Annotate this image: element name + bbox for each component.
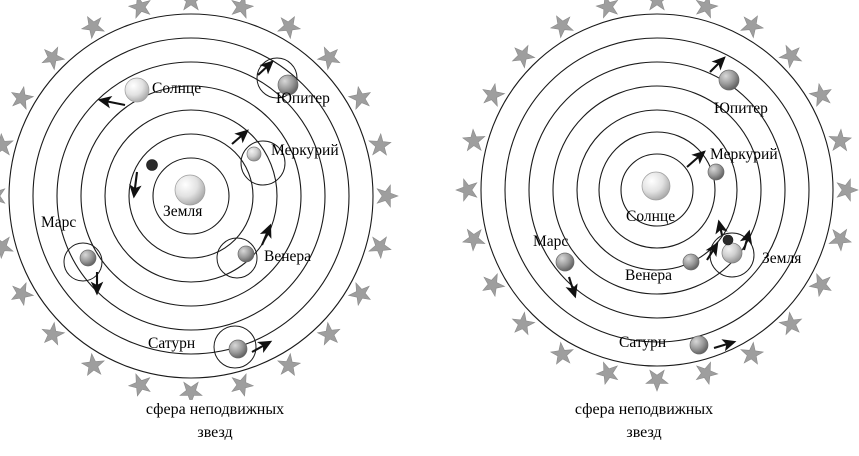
caption-left-line-1: сфера неподвижных [145, 401, 285, 418]
label-saturn: Сатурн [148, 335, 196, 352]
body-earth-center [175, 175, 205, 205]
label-venus: Венера [264, 248, 312, 265]
caption-right-line-2: звезд [626, 424, 662, 442]
body-earth [722, 243, 742, 263]
body-sun [125, 78, 149, 102]
label-jupiter: Юпитер [276, 90, 330, 107]
arrow-mercury [232, 131, 247, 144]
body-venus [238, 246, 254, 262]
body-mercury [247, 147, 261, 161]
body-sun-center [642, 172, 670, 200]
diagram-heliocentric [429, 0, 859, 456]
caption-left-line-2: звезд [197, 424, 233, 442]
body-jupiter [719, 70, 739, 90]
body-mars [80, 250, 96, 266]
label-mars: Марс [41, 214, 77, 231]
arrow-saturn [252, 342, 270, 352]
label-sun: Солнце [626, 208, 676, 225]
body-saturn [690, 336, 708, 354]
arrow-venus [262, 226, 270, 245]
caption-right [429, 398, 859, 444]
body-moon [723, 235, 733, 245]
body-moon [147, 160, 158, 171]
label-mercury: Меркурий [271, 142, 339, 159]
arrow-moon [134, 172, 137, 196]
body-mars [556, 253, 574, 271]
label-venus: Венера [625, 267, 673, 284]
label-saturn: Сатурн [619, 334, 667, 351]
label-earth: Земля [163, 203, 203, 220]
label-mars: Марс [533, 233, 569, 250]
arrow-jupiter [710, 58, 724, 72]
arrow-moon [719, 222, 722, 235]
body-mercury [708, 164, 724, 180]
arrow-saturn [714, 342, 734, 348]
arrow-sun [100, 100, 125, 105]
body-saturn [229, 340, 247, 358]
label-jupiter: Юпитер [714, 100, 768, 117]
caption-right-line-1: сфера неподвижных [574, 401, 714, 418]
arrow-mercury [687, 152, 704, 167]
label-mercury: Меркурий [710, 146, 778, 163]
label-sun: Солнце [152, 80, 202, 97]
diagram-left-graphics [0, 0, 430, 400]
caption-left [0, 398, 430, 444]
body-venus [683, 254, 699, 270]
arrow-mars [569, 277, 575, 296]
arrow-jupiter [258, 62, 272, 75]
label-earth: Земля [762, 250, 802, 267]
